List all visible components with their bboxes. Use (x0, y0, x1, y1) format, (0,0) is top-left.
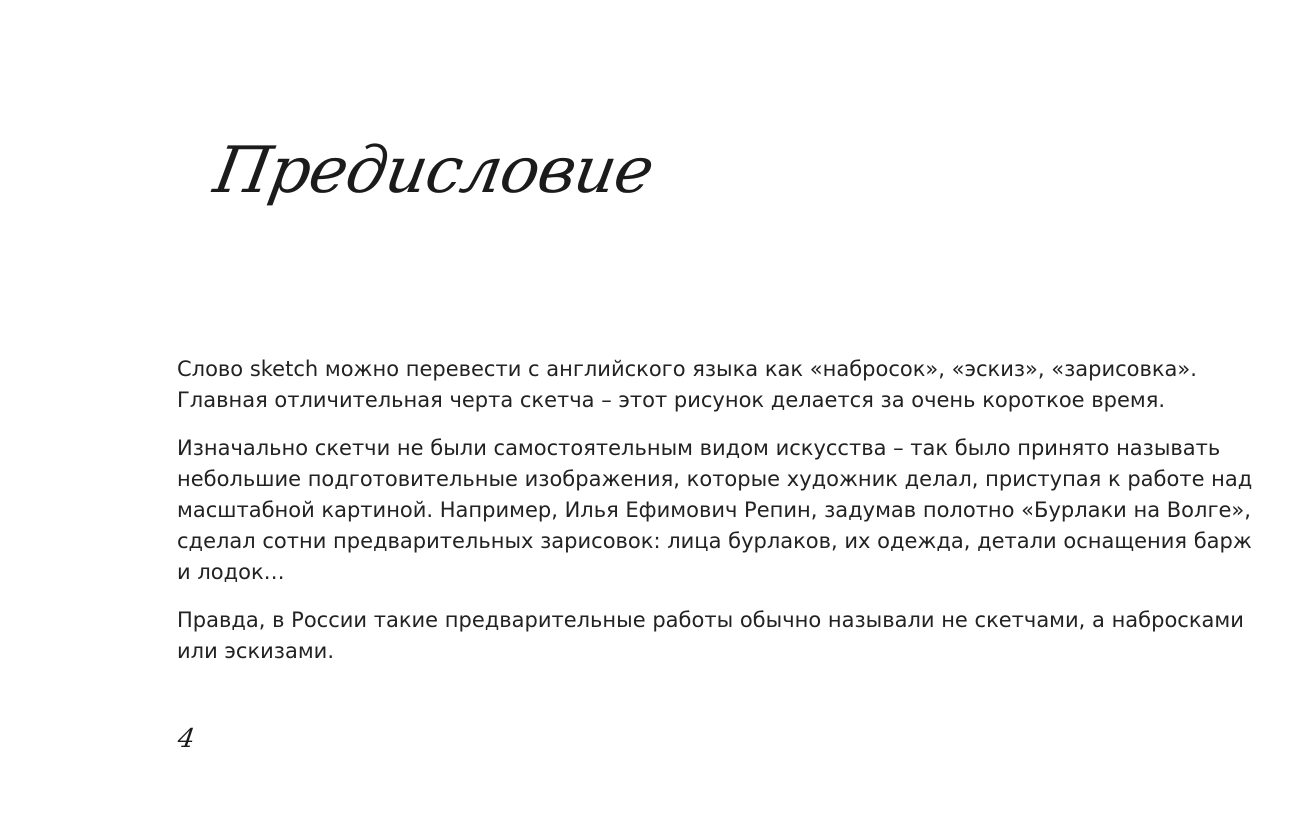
text-line: масштабной картиной. Например, Илья Ефимович Репин, задумав полотно «Бурлаки на Волге», (177, 498, 1251, 522)
text-line: Правда, в России такие предварительные работы обычно называли не скетчами, а набросками (177, 608, 1244, 632)
text-line: или эскизами. (177, 639, 334, 663)
text-line: небольшие подготовительные изображения, которые художник делал, приступая к работе над (177, 467, 1253, 491)
text-line: Главная отличительная черта скетча – этот рисунок делается за очень короткое время. (177, 388, 1166, 412)
text-line: Слово sketch можно перевести с английского языка как «набросок», «эскиз», «зарисовка». (177, 357, 1197, 381)
text-line: и лодок… (177, 560, 285, 584)
paragraph-3 (177, 605, 1244, 667)
page-number: 4 (175, 724, 197, 754)
body-text (177, 354, 1253, 684)
page-title: Предисловие (208, 134, 659, 208)
paragraph-1 (177, 354, 1197, 416)
text-line: сделал сотни предварительных зарисовок: лица бурлаков, их одежда, детали оснащения барж (177, 529, 1252, 553)
text-line: Изначально скетчи не были самостоятельным видом искусства – так было принято называть (177, 436, 1221, 460)
paragraph-2 (177, 433, 1253, 588)
